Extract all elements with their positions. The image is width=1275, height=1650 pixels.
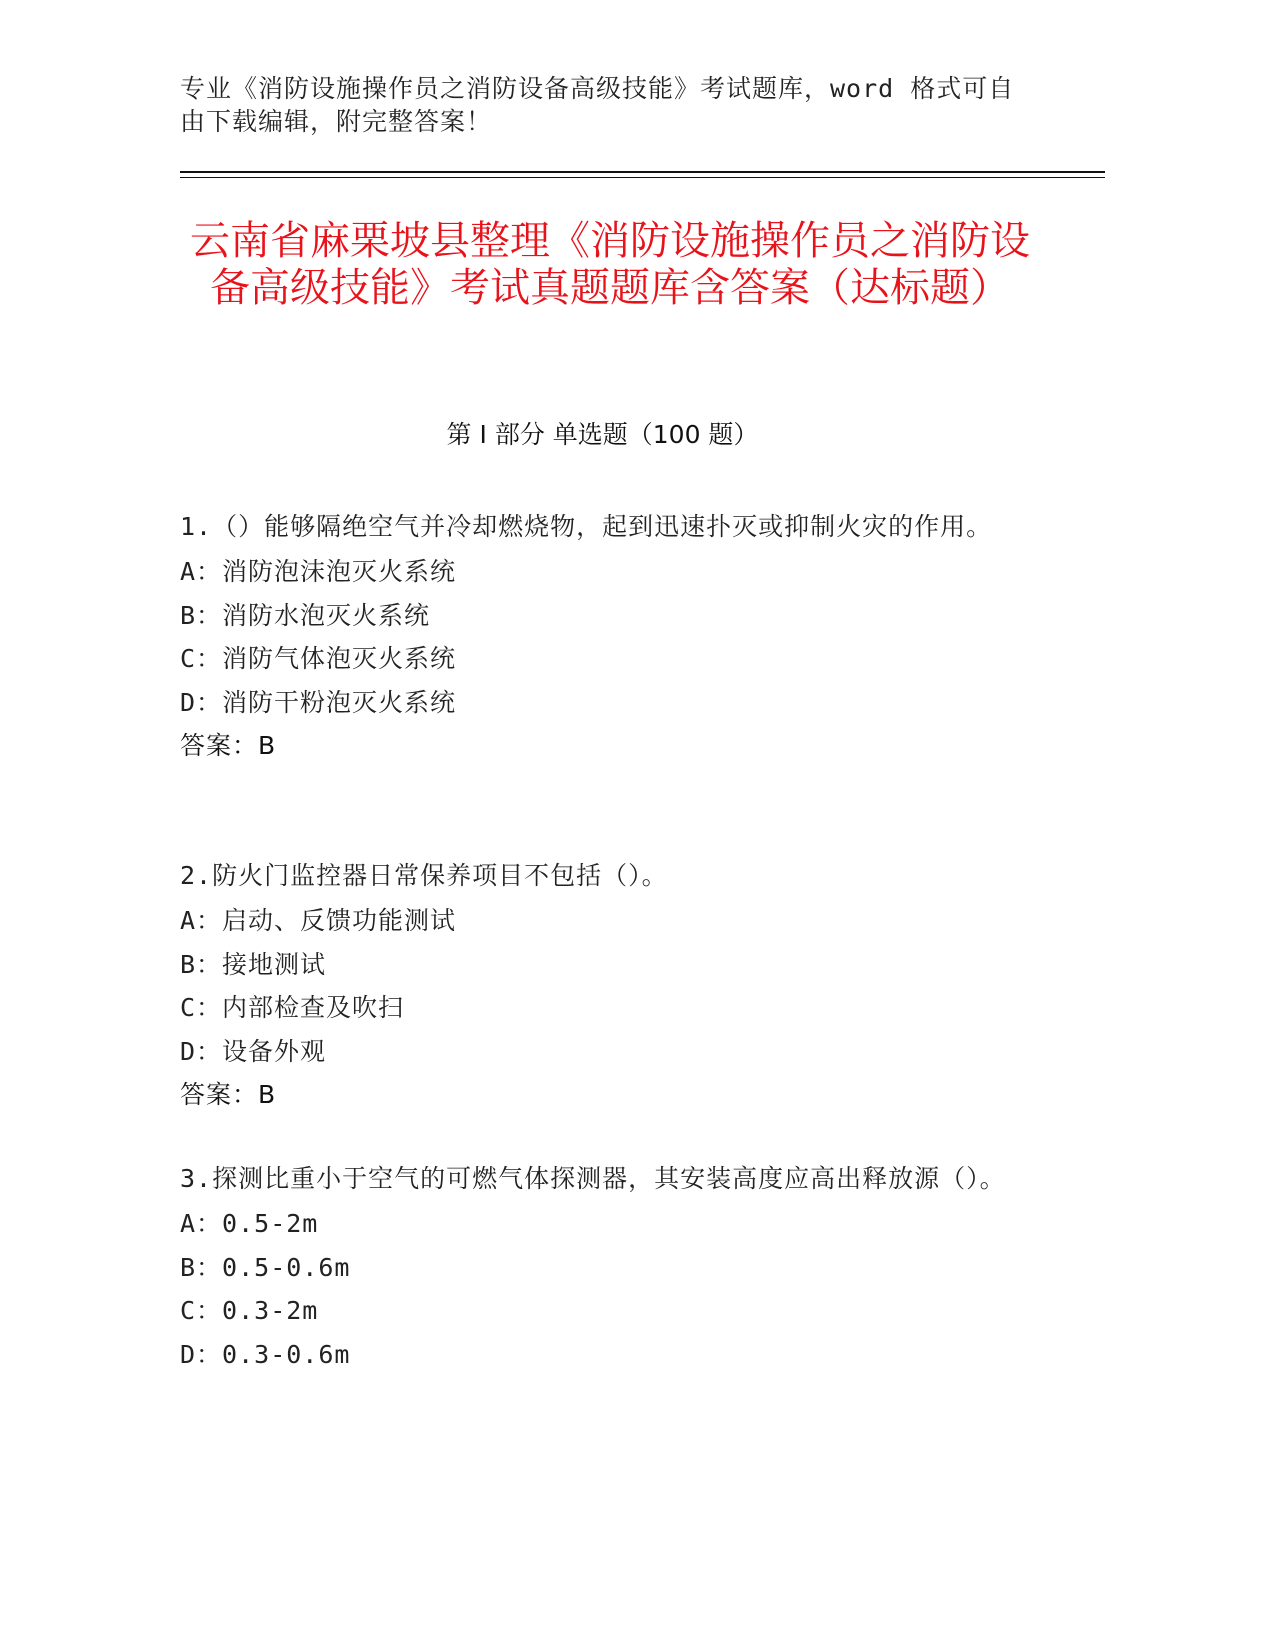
option-c: C：内部检查及吹扫 [180,993,405,1022]
option-d: D：0.3-0.6m [180,1339,351,1369]
question-stem: 3.探测比重小于空气的可燃气体探测器，其安装高度应高出释放源（）。 [180,1164,1006,1193]
option-d: D：设备外观 [180,1036,327,1066]
answer: 答案：B [180,1080,277,1109]
answer: 答案：B [180,731,277,760]
question-2 [180,852,1020,1116]
question-stem: 2.防火门监控器日常保养项目不包括（）。 [180,861,668,890]
option-a: A：启动、反馈功能测试 [180,906,457,935]
option-b: B：0.5-0.6m [180,1252,351,1282]
header-note: 专业《消防设施操作员之消防设备高级技能》考试题库，word 格式可自由下载编辑，附完整答案！ [180,74,1015,136]
document-title: 云南省麻栗坡县整理《消防设施操作员之消防设备高级技能》考试真题题库含答案（达标题） [190,218,1030,311]
question-3 [180,1155,1020,1376]
option-c: C：消防气体泡灭火系统 [180,644,457,673]
question-1 [180,503,1020,767]
option-c: C：0.3-2m [180,1296,319,1325]
option-a: A：消防泡沫泡灭火系统 [180,557,457,586]
option-d: D：消防干粉泡灭火系统 [180,687,457,717]
option-b: B：消防水泡灭火系统 [180,600,431,630]
section-heading: 第 I 部分 单选题（100 题） [446,420,759,449]
option-b: B：接地测试 [180,949,327,979]
header-divider-thick [180,171,1105,173]
question-stem: 1.（）能够隔绝空气并冷却燃烧物，起到迅速扑灭或抑制火灾的作用。 [180,512,993,541]
option-a: A：0.5-2m [180,1209,319,1238]
header-divider-thin [180,177,1105,178]
